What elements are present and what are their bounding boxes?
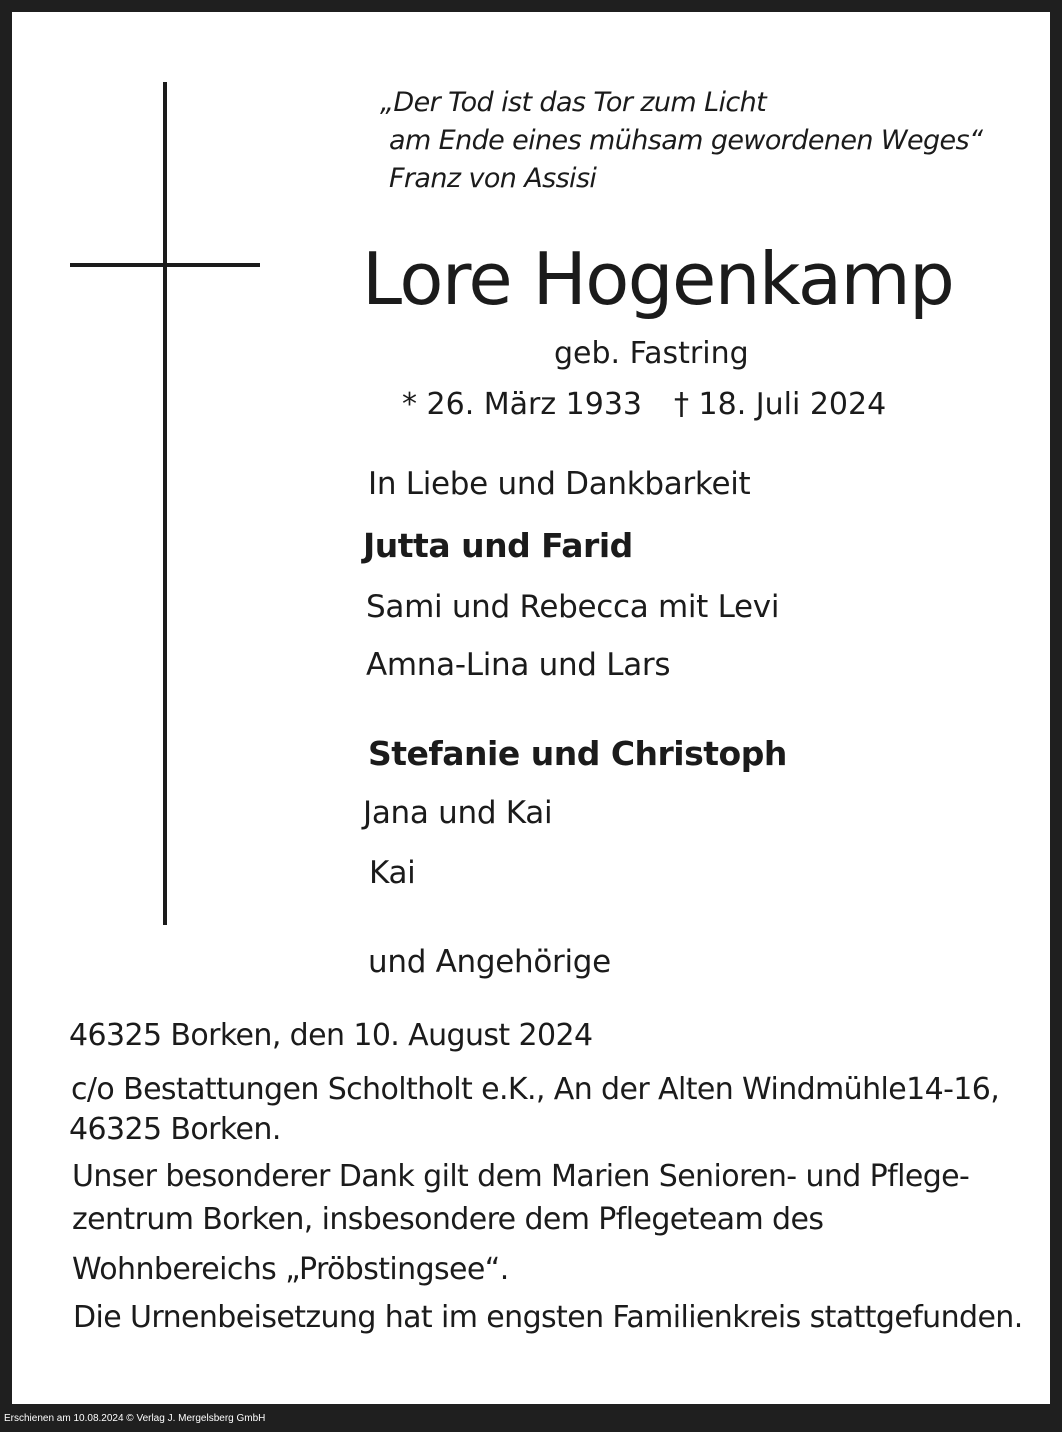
mourners-intro: In Liebe und Dankbarkeit [368, 466, 751, 502]
relatives-line: und Angehörige [368, 944, 611, 980]
maiden-name: geb. Fastring [554, 336, 749, 371]
thanks-line-1: Unser besonderer Dank gilt dem Marien Senioren- und Pflege- [72, 1159, 970, 1194]
family-1-member: Sami und Rebecca mit Levi [366, 589, 780, 625]
quote-block [380, 84, 982, 198]
family-2-member: Kai [369, 855, 416, 891]
death-date: † 18. Juli 2024 [674, 387, 887, 422]
deceased-name: Lore Hogenkamp [362, 237, 954, 321]
publication-credit: Erschienen am 10.08.2024 © Verlag J. Mergelsberg GmbH [4, 1413, 266, 1424]
quote-line-1: „Der Tod ist das Tor zum Licht [380, 87, 767, 118]
quote-author: Franz von Assisi [389, 163, 597, 194]
family-2-member: Jana und Kai [363, 795, 553, 831]
thanks-line-2: zentrum Borken, insbesondere dem Pflegeteam des [72, 1202, 824, 1237]
family-1-heading: Jutta und Farid [363, 526, 633, 565]
burial-note: Die Urnenbeisetzung hat im engsten Familienkreis stattgefunden. [73, 1300, 1023, 1335]
family-2-heading: Stefanie und Christoph [368, 734, 787, 773]
address-line-2: 46325 Borken. [69, 1112, 281, 1147]
address-line-1: c/o Bestattungen Scholtholt e.K., An der Alten Windmühle14-16, [71, 1072, 1000, 1107]
birth-date: * 26. März 1933 [402, 387, 643, 422]
family-1-member: Amna-Lina und Lars [366, 647, 671, 683]
obituary-notice [12, 12, 1050, 1404]
cross-icon-horizontal-bar [70, 263, 260, 267]
quote-line-2: am Ende eines mühsam gewordenen Weges“ [389, 125, 983, 156]
thanks-line-3: Wohnbereichs „Pröbstingsee“. [72, 1252, 509, 1287]
cross-icon-vertical-bar [163, 82, 167, 925]
place-date: 46325 Borken, den 10. August 2024 [69, 1018, 593, 1053]
